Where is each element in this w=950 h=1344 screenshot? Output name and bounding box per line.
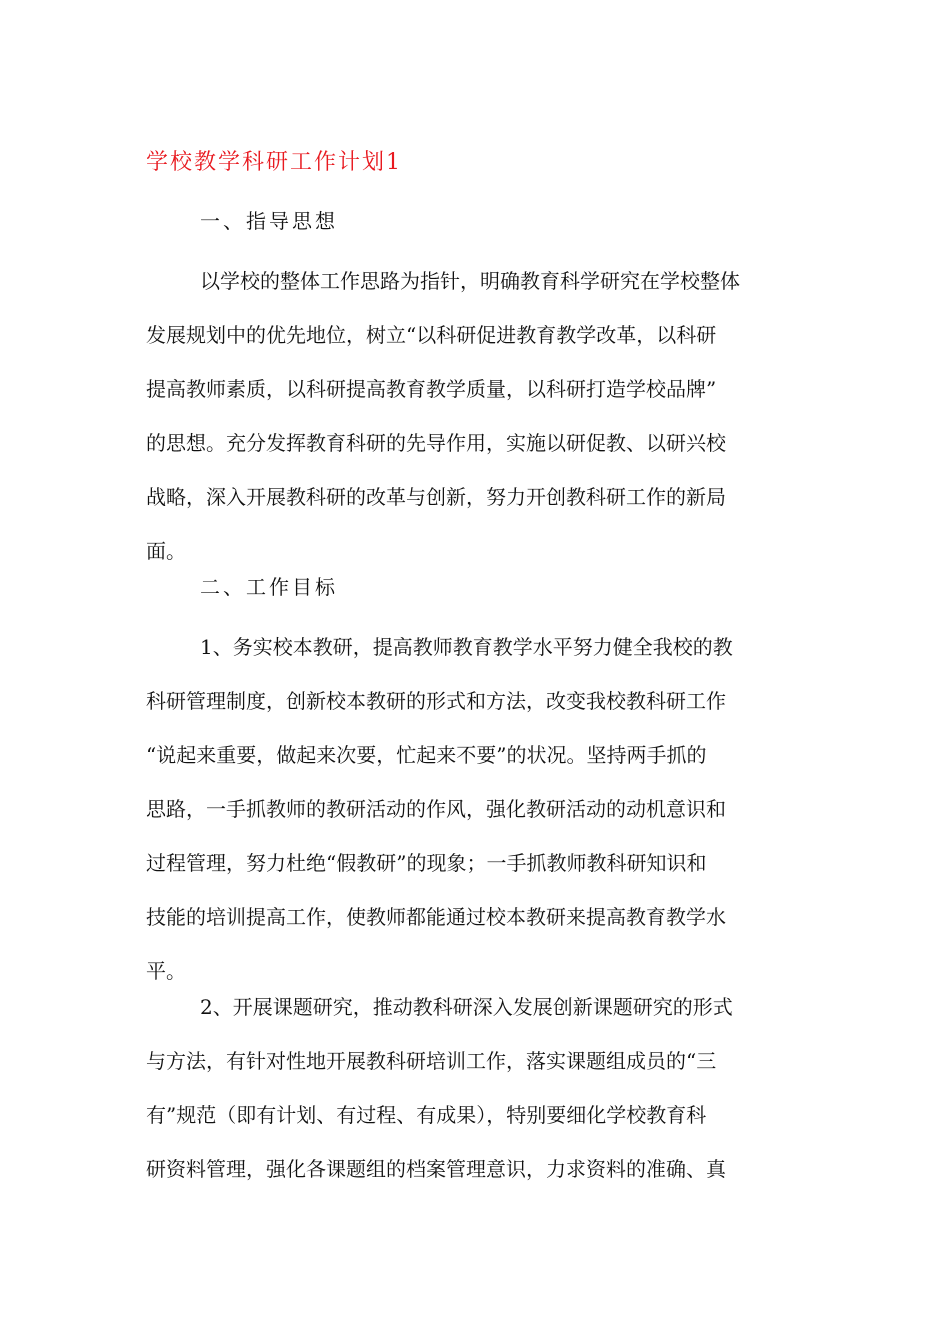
paragraph-line: 平。 (146, 959, 186, 983)
paragraph-line: 以学校的整体工作思路为指针，明确教育科学研究在学校整体 (200, 269, 740, 293)
paragraph-line: 1、务实校本教研，提高教师教育教学水平努力健全我校的教 (200, 635, 733, 659)
paragraph-goal-2 (146, 990, 806, 1206)
paragraph-line: 与方法，有针对性地开展教科研培训工作，落实课题组成员的“三 (146, 1049, 717, 1073)
paragraph-line: 思路，一手抓教师的教研活动的作风，强化教研活动的动机意识和 (146, 797, 726, 821)
section-heading-guiding-ideology: 一、指导思想 (200, 209, 338, 233)
paragraph-guiding-ideology (146, 264, 806, 588)
paragraph-line: 过程管理，努力杜绝“假教研”的现象；一手抓教师教科研知识和 (146, 851, 707, 875)
paragraph-line: 研资料管理，强化各课题组的档案管理意识，力求资料的准确、真 (146, 1157, 726, 1181)
paragraph-line: 技能的培训提高工作，使教师都能通过校本教研来提高教育教学水 (146, 905, 726, 929)
paragraph-line: 有”规范（即有计划、有过程、有成果），特别要细化学校教育科 (146, 1103, 707, 1127)
paragraph-goal-1 (146, 630, 806, 1008)
paragraph-line: “说起来重要，做起来次要，忙起来不要”的状况。坚持两手抓的 (146, 743, 707, 767)
paragraph-line: 提高教师素质，以科研提高教育教学质量，以科研打造学校品牌” (146, 377, 717, 401)
paragraph-line: 战略，深入开展教科研的改革与创新，努力开创教科研工作的新局 (146, 485, 726, 509)
paragraph-line: 面。 (146, 539, 186, 563)
paragraph-line: 科研管理制度，创新校本教研的形式和方法，改变我校教科研工作 (146, 689, 726, 713)
paragraph-line: 的思想。充分发挥教育科研的先导作用，实施以研促教、以研兴校 (146, 431, 726, 455)
section-heading-work-goals: 二、工作目标 (200, 575, 338, 599)
paragraph-line: 2、开展课题研究，推动教科研深入发展创新课题研究的形式 (200, 995, 733, 1019)
paragraph-line: 发展规划中的优先地位，树立“以科研促进教育教学改革，以科研 (146, 323, 717, 347)
document-title: 学校教学科研工作计划1 (146, 150, 402, 175)
